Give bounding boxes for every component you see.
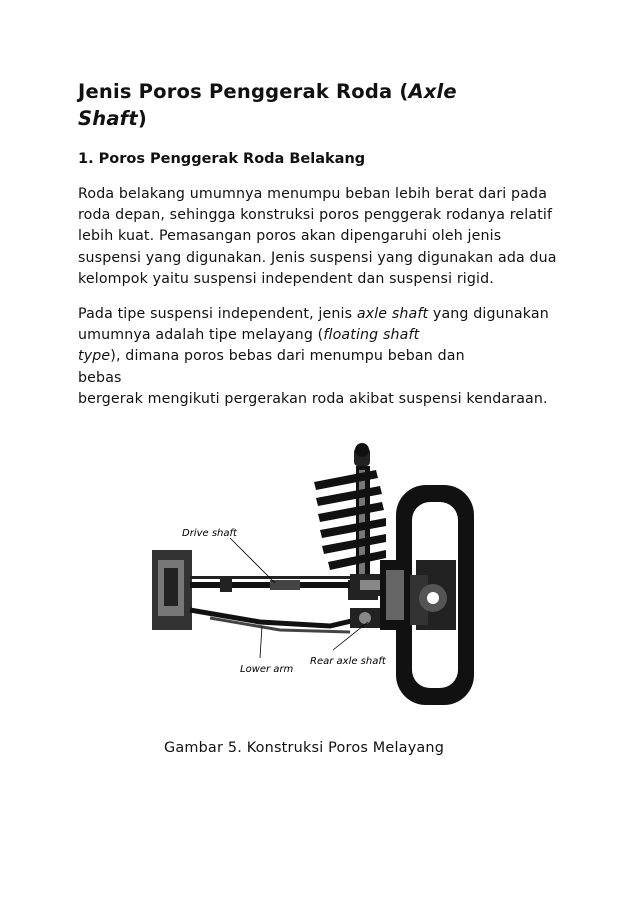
p2-em-axle-shaft: axle shaft (356, 306, 429, 323)
p2-text-bebas: bebas (78, 369, 122, 386)
drive-shaft (190, 574, 400, 596)
p2-text-3: ), dimana poros bebas dari menumpu beban dan (110, 348, 465, 365)
paragraph-1: Roda belakang umumnya menumpu beban lebih berat dari pada roda depan, sehingga konstruksi poros penggerak rodanya relatif lebih kuat. Pemasangan poros akan dipengaruhi oleh jenis suspensi yang digunakan. Jenis suspensi yang digunakan ada dua kelompok yaitu suspensi independent dan suspensi rigid. (78, 186, 557, 287)
label-drive-shaft: Drive shaft (182, 528, 237, 539)
leader-lines (230, 538, 368, 658)
hub-knuckle (380, 560, 410, 630)
p2-em-floating-shaft: floating shaft (323, 327, 420, 344)
label-lower-arm: Lower arm (240, 664, 294, 675)
p2-text-1: Pada tipe suspensi independent, jenis (78, 306, 357, 323)
title-close: ) (137, 107, 148, 130)
page-title: Jenis Poros Penggerak Roda (Axle Shaft) (78, 80, 457, 130)
figure-caption: Gambar 5. Konstruksi Poros Melayang (164, 740, 445, 756)
title-main: Jenis Poros Penggerak Roda (78, 80, 393, 103)
paragraph-2 (78, 304, 568, 410)
label-rear-axle-shaft: Rear axle shaft (310, 656, 386, 667)
suspension-figure (150, 440, 490, 718)
floating-axle-illustration (150, 440, 490, 718)
title-italic-2: Shaft (78, 107, 138, 130)
p2-text-last: bergerak mengikuti pergerakan roda akibat suspensi kendaraan. (78, 390, 548, 407)
p2-text-2: yang digunakan umumnya adalah tipe melayang ( (78, 306, 549, 344)
section-heading: 1. Poros Penggerak Roda Belakang (78, 151, 366, 167)
title-italic: Axle (408, 80, 457, 103)
differential (152, 550, 192, 630)
coil-spring (314, 470, 386, 570)
p2-em-type: type (78, 348, 111, 365)
document-page (78, 78, 568, 410)
